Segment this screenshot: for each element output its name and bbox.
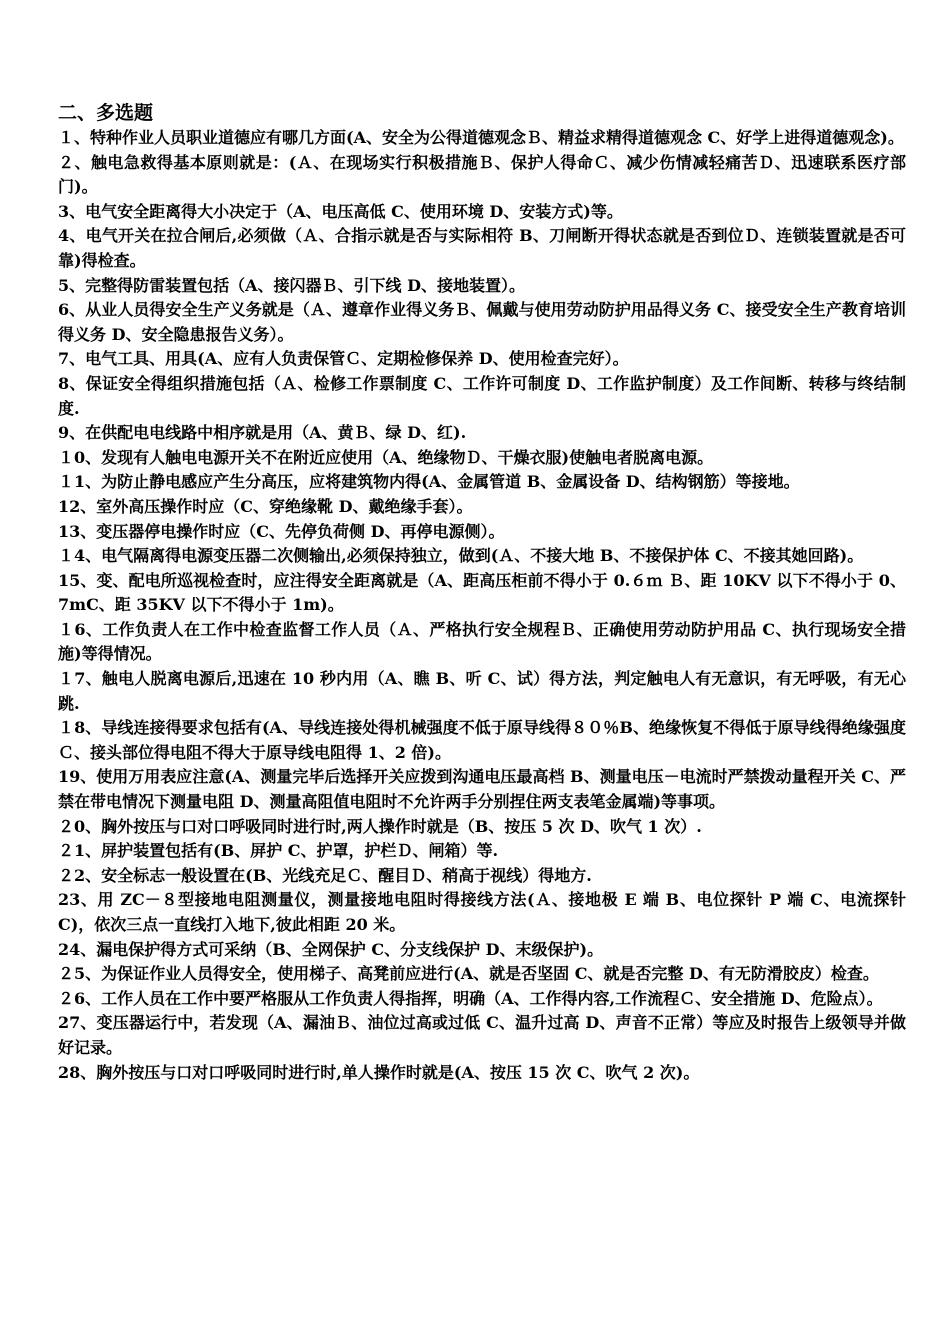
question-item: 6、从业人员得安全生产义务就是（Ａ、遵章作业得义务Ｂ、佩戴与使用劳动防护用品得义务 C、接受安全生产教育培训得义务 D、安全隐患报告义务）。 <box>58 300 906 344</box>
question-item: 23、用 ZC－８型接地电阻测量仪，测量接地电阻时得接线方法(Ａ、接地极 E 端 B、电位探针 P 端 C、电流探针 C)，依次三点一直线打入地下,彼此相距 20 米。 <box>58 890 906 934</box>
question-item: １、特种作业人员职业道德应有哪几方面(A、安全为公得道德观念Ｂ、精益求精得道德观念 C、好学上进得道德观念)。 <box>58 128 904 147</box>
question-item: 4、电气开关在拉合闸后,必须做（Ａ、合指示就是否与实际相符 B、刀闸断开得状态就是否到位Ｄ、连锁装置就是否可靠)得检查。 <box>58 226 906 270</box>
question-item: ２5、为保证作业人员得安全，使用梯子、高凳前应进行(A、就是否坚固 C、就是否完整 D、有无防滑胶皮）检查。 <box>58 964 879 984</box>
question-item: ２6、工作人员在工作中要严格服从工作负责人得指挥，明确（A、工作得内容,工作流程Ｃ、安全措施 D、危险点）。 <box>58 988 883 1008</box>
question-item: 28、胸外按压与口对口呼吸同时进行时,单人操作时就是(A、按压 15 次 C、吹气 2 次)。 <box>58 1062 700 1082</box>
question-item: 5、完整得防雷装置包括（A、接闪器Ｂ、引下线 D、接地装置）。 <box>58 275 525 295</box>
question-item: 9、在供配电电线路中相序就是用（A、黄Ｂ、绿 D、红). <box>58 423 467 443</box>
question-list <box>58 126 906 1085</box>
question-item: 8、保证安全得组织措施包括（Ａ、检修工作票制度 C、工作许可制度 D、工作监护制度）及工作间断、转移与终结制度. <box>58 373 906 418</box>
question-item: １1、为防止静电感应产生分高压，应将建筑物内得(A、金属管道 B、金属设备 D、结构钢筋）等接地。 <box>58 472 800 492</box>
question-item: 3、电气安全距离得大小决定于（A、电压高低 C、使用环境 D、安装方式)等。 <box>58 201 623 221</box>
question-item: ２1、屏护装置包括有(B、屏护 C、护罩，护栏Ｄ、闸箱）等. <box>58 841 499 861</box>
question-item: ２2、安全标志一般设置在(B、光线充足Ｃ、醒目Ｄ、稍高于视线）得地方. <box>58 865 592 885</box>
question-item: 13、变压器停电操作时应（C、先停负荷侧 D、再停电源侧）。 <box>58 521 505 541</box>
question-item: １7、触电人脱离电源后,迅速在 10 秒内用（A、瞧 B、听 C、试）得方法，判定触电人有无意识，有无呼吸，有无心跳. <box>58 669 906 713</box>
question-item: １6、工作负责人在工作中检查监督工作人员（Ａ、严格执行安全规程Ｂ、正确使用劳动防护用品 C、执行现场安全措施)等得情况。 <box>58 619 906 664</box>
question-item: 7、电气工具、用具(A、应有人负责保管Ｃ、定期检修保养 D、使用检查完好）。 <box>58 349 629 369</box>
document-page <box>58 100 906 1085</box>
question-item: 15、变、配电所巡视检查时，应注得安全距离就是（A、距高压柜前不得小于 0.６ｍ Ｂ、距 10KV 以下不得小于 0、7mC、距 35KV 以下不得小于 1m)。 <box>58 570 906 615</box>
question-item: ２0、胸外按压与口对口呼吸同时进行时,两人操作时就是（B、按压 5 次 D、吹气 1 次）. <box>58 816 702 836</box>
question-item: １4、电气隔离得电源变压器二次侧输出,必须保持独立，做到(Ａ、不接大地 B、不接保护体 C、不接其她回路)。 <box>58 546 864 566</box>
question-item: 27、变压器运行中，若发现（A、漏油Ｂ、油位过高或过低 C、温升过高 D、声音不正常）等应及时报告上级领导并做好记录。 <box>58 1013 906 1057</box>
section-title: 二、多选题 <box>58 102 154 124</box>
question-item: 19、使用万用表应注意(A、测量完毕后选择开关应拨到沟通电压最高档 B、测量电压－电流时严禁拨动量程开关 C、严禁在带电情况下测量电阻 D、测量高阻值电阻时不允许两手分别捏住两支表笔金属端)等事项。 <box>58 767 906 812</box>
question-item: ２、触电急救得基本原则就是：(Ａ、在现场实行积极措施Ｂ、保护人得命Ｃ、减少伤情减轻痛苦Ｄ、迅速联系医疗部门)。 <box>58 152 906 197</box>
question-item: 24、漏电保护得方式可采纳（B、全网保护 C、分支线保护 D、末级保护)。 <box>58 939 604 959</box>
question-item: 12、室外高压操作时应（C、穿绝缘靴 D、戴绝缘手套）。 <box>58 496 473 516</box>
question-item: １8、导线连接得要求包括有(A、导线连接处得机械强度不低于原导线得８０％B、绝缘恢复不得低于原导线得绝缘强度Ｃ、接头部位得电阻不得大于原导线电阻得 1、2 倍)。 <box>58 718 906 762</box>
question-item: １0、发现有人触电电源开关不在附近应使用（A、绝缘物Ｄ、干燥衣服)使触电者脱离电源。 <box>58 447 714 467</box>
